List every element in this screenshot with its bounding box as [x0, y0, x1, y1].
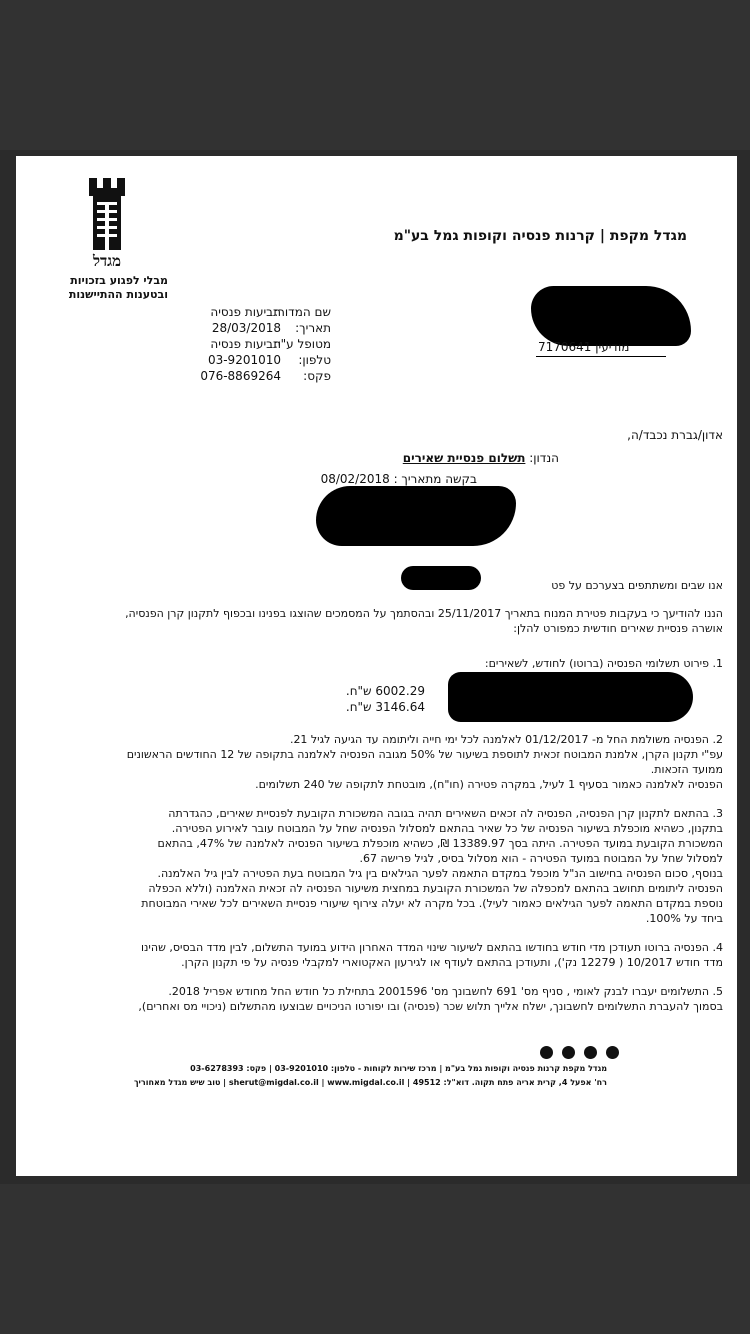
meta-labels: [273, 304, 331, 384]
footer-line-1: מגדל מקפת קרנות פנסיה וקופות גמל בע"מ | מרכז שירות לקוחות - טלפון: 03-9201010 | פקס: 03-6278393: [190, 1064, 607, 1073]
item-3-line-3: המשכורת הקובעת במועד הפטירה. היתה בסך 13389.97 ₪, כשהיא מוכפלת בשיעור הפנסיה לאלמנה של 47%, בהתאם: [157, 837, 723, 850]
salutation: אדון/גברת נכבד/ה,: [627, 428, 723, 442]
meta-label-fax: פקס:: [303, 369, 331, 383]
recipient-address: מודיעין 7170641: [538, 340, 630, 354]
meta-value-date: 28/03/2018: [211, 321, 281, 335]
logo-word: מגדל: [92, 252, 122, 270]
item-4-line-2: מדד חודש 10/2017 ( 12279 נק'), ותעודכן בהתאם לעודף או לגירעון האקטוארי למקבלי פנסיה על פי תקנון הקרן.: [181, 956, 723, 969]
intro-line-2: אושרה פנסיית שאירים חודשית כמפורט להלן:: [513, 622, 723, 635]
item-3-line-7: נוספת במקדם התאמה לפער הגילאים כאמור לעיל). בכל מקרה לא יעלה צירוף שיעורי פנסיית השאירים לכל שאירי המבוטחת: [141, 897, 723, 910]
condolence-line: אנו שבים ומשתתפים בצערכם על פט: [551, 579, 723, 592]
instagram-icon[interactable]: [562, 1046, 575, 1059]
facebook-icon[interactable]: [606, 1046, 619, 1059]
subject-prefix: הנדון:: [529, 451, 559, 465]
item-3-line-1: 3. בהתאם לתקנון קרן הפנסיה, הפנסיה לה זכאים השאירים תהיה בגובה המשכורת הקובעת לפנסיית שאירים, כהגדרתה: [168, 807, 723, 820]
footer-social-icons: [536, 1044, 619, 1063]
linkedin-icon[interactable]: [584, 1046, 597, 1059]
item-2-line-4: הפנסיה לאלמנה כאמור בסעיף 1 לעיל, במקרה פטירה (חו"ח), מובטחת לתקופה של 240 תשלומים.: [255, 778, 723, 791]
tagline-line-2: ובטענות ההתיישנות: [68, 288, 168, 301]
top-dark-bar: [0, 0, 750, 150]
address-underline: [536, 356, 666, 357]
meta-label-department: שם המדור:: [274, 305, 331, 319]
letter-page: [16, 156, 737, 1176]
meta-label-phone: טלפון:: [298, 353, 331, 367]
tagline-line-1: מבלי לפגוע בזכויות: [70, 274, 168, 287]
redaction-address: [531, 286, 691, 346]
youtube-icon[interactable]: [540, 1046, 553, 1059]
item-3-line-4: למסלול שחל על המבוטח במועד הפטירה - הוא מסלול בסיס, לגיל פרישה 67.: [359, 852, 723, 865]
item-3-paragraph: [23, 806, 723, 926]
tagline: [68, 274, 168, 302]
company-name: מגדל מקפת | קרנות פנסיה וקופות גמל בע"מ: [393, 228, 687, 244]
item-3-line-2: בתקנון, כשהיא מוכפלת בשיעור הפנסיה של כל שאיר בהתאם למסלול הפנסיה שחל על המבוטח עובר לאירוע הפטירה.: [171, 822, 723, 835]
meta-value-phone: 03-9201010: [207, 353, 281, 367]
amount-orphan: 3146.64 ש"ח.: [345, 700, 425, 714]
item-5-line-2: בסמוך להעברת התשלומים לחשבונך, ישלח אלייך תלוש שכר (פנסיה) ובו יפורטו הניכויים שבוצעו מהתשלום (ניכויי מס ואחרים),: [138, 1000, 723, 1013]
item-2-line-1: 2. הפנסיה משולמת החל מ- 01/12/2017 לאלמנה לכל ימי חייה וליתומה עד הגיעה לגיל 21.: [289, 733, 723, 746]
intro-line-1: הננו להודיעך כי בעקבות פטירת המנוח בתאריך 25/11/2017 ובהסתמך על המסמכים שהוצגו בפנינו ובכפוף לתקנון קרן הפנסיה,: [125, 607, 723, 620]
meta-value-department: תביעות פנסיה: [210, 305, 281, 319]
meta-value-fax: 076-8869264: [200, 369, 281, 383]
tower-logo-icon: [85, 178, 129, 250]
item-3-line-6: הפנסיה ליתומים תחושב בהתאם למכפלה של המשכורת הקובעת במחצית משיעור הפנסיה לה זכאית האלמנה (וללא הכפלה: [148, 882, 723, 895]
intro-paragraph: [23, 606, 723, 636]
bottom-dark-bar: [0, 1184, 750, 1334]
item-2-paragraph: [23, 732, 723, 792]
item-5-paragraph: [23, 984, 723, 1014]
item-4-paragraph: [23, 940, 723, 970]
item-2-line-2: עפ"י תקנון הקרן, אלמנת המבוטח זכאית לתוספת בשיעור של 50% מגובה הפנסיה לאלמנה בתקופה של 12 החודשים הראשונים: [126, 748, 723, 761]
item-4-line-1: 4. הפנסיה ברוטו תעודכן מדי חודש בחודשו בהתאם לשיעור שינוי המדד האחרון הידוע במועד התשלום, לבין מדד הבסיס, שהינו: [141, 941, 723, 954]
meta-label-handler: מטופל ע"י:: [273, 337, 331, 351]
meta-values: [201, 304, 281, 384]
redaction-reference: [316, 486, 516, 546]
amount-widow: 6002.29 ש"ח.: [345, 684, 425, 698]
migdal-logo: [76, 178, 138, 271]
meta-label-date: תאריך:: [295, 321, 331, 335]
item-1-heading: 1. פירוט תשלומי הפנסיה (ברוטו) לחודש, לשאירים:: [484, 657, 723, 670]
item-3-line-8: ביחד על 100%.: [645, 912, 723, 925]
item-5-line-1: 5. התשלומים יעברו לבנק לאומי , סניף מס' 691 לחשבונך מס' 2001596 בתחילת כל חודש החל מחודש אפריל 2018.: [168, 985, 723, 998]
request-date: בקשה מתאריך : 08/02/2018: [320, 472, 477, 486]
footer-line-2: רח' אפעל 4, קרית אריה פתח תקוה. דוא"ל: 49512 | sherut@migdal.co.il | www.migdal.co.il | טוב שיש מגדל מאחוריך: [133, 1078, 607, 1087]
meta-value-handler: תביעות פנסיה: [210, 337, 281, 351]
subject-title: תשלום פנסיית שאירים: [402, 451, 526, 465]
item-2-line-3: ממועד הזכאות.: [650, 763, 723, 776]
item-3-line-5: בנוסף, סכום הפנסיה בחישוב הנ"ל מוכפל במקדם התאמה לפער הגילאים בין גיל המבוטח בעת הפטירה לבין גיל האלמנה.: [157, 867, 723, 880]
subject-line: [403, 451, 559, 465]
redaction-name: [401, 566, 481, 590]
redaction-beneficiaries: [448, 672, 693, 722]
